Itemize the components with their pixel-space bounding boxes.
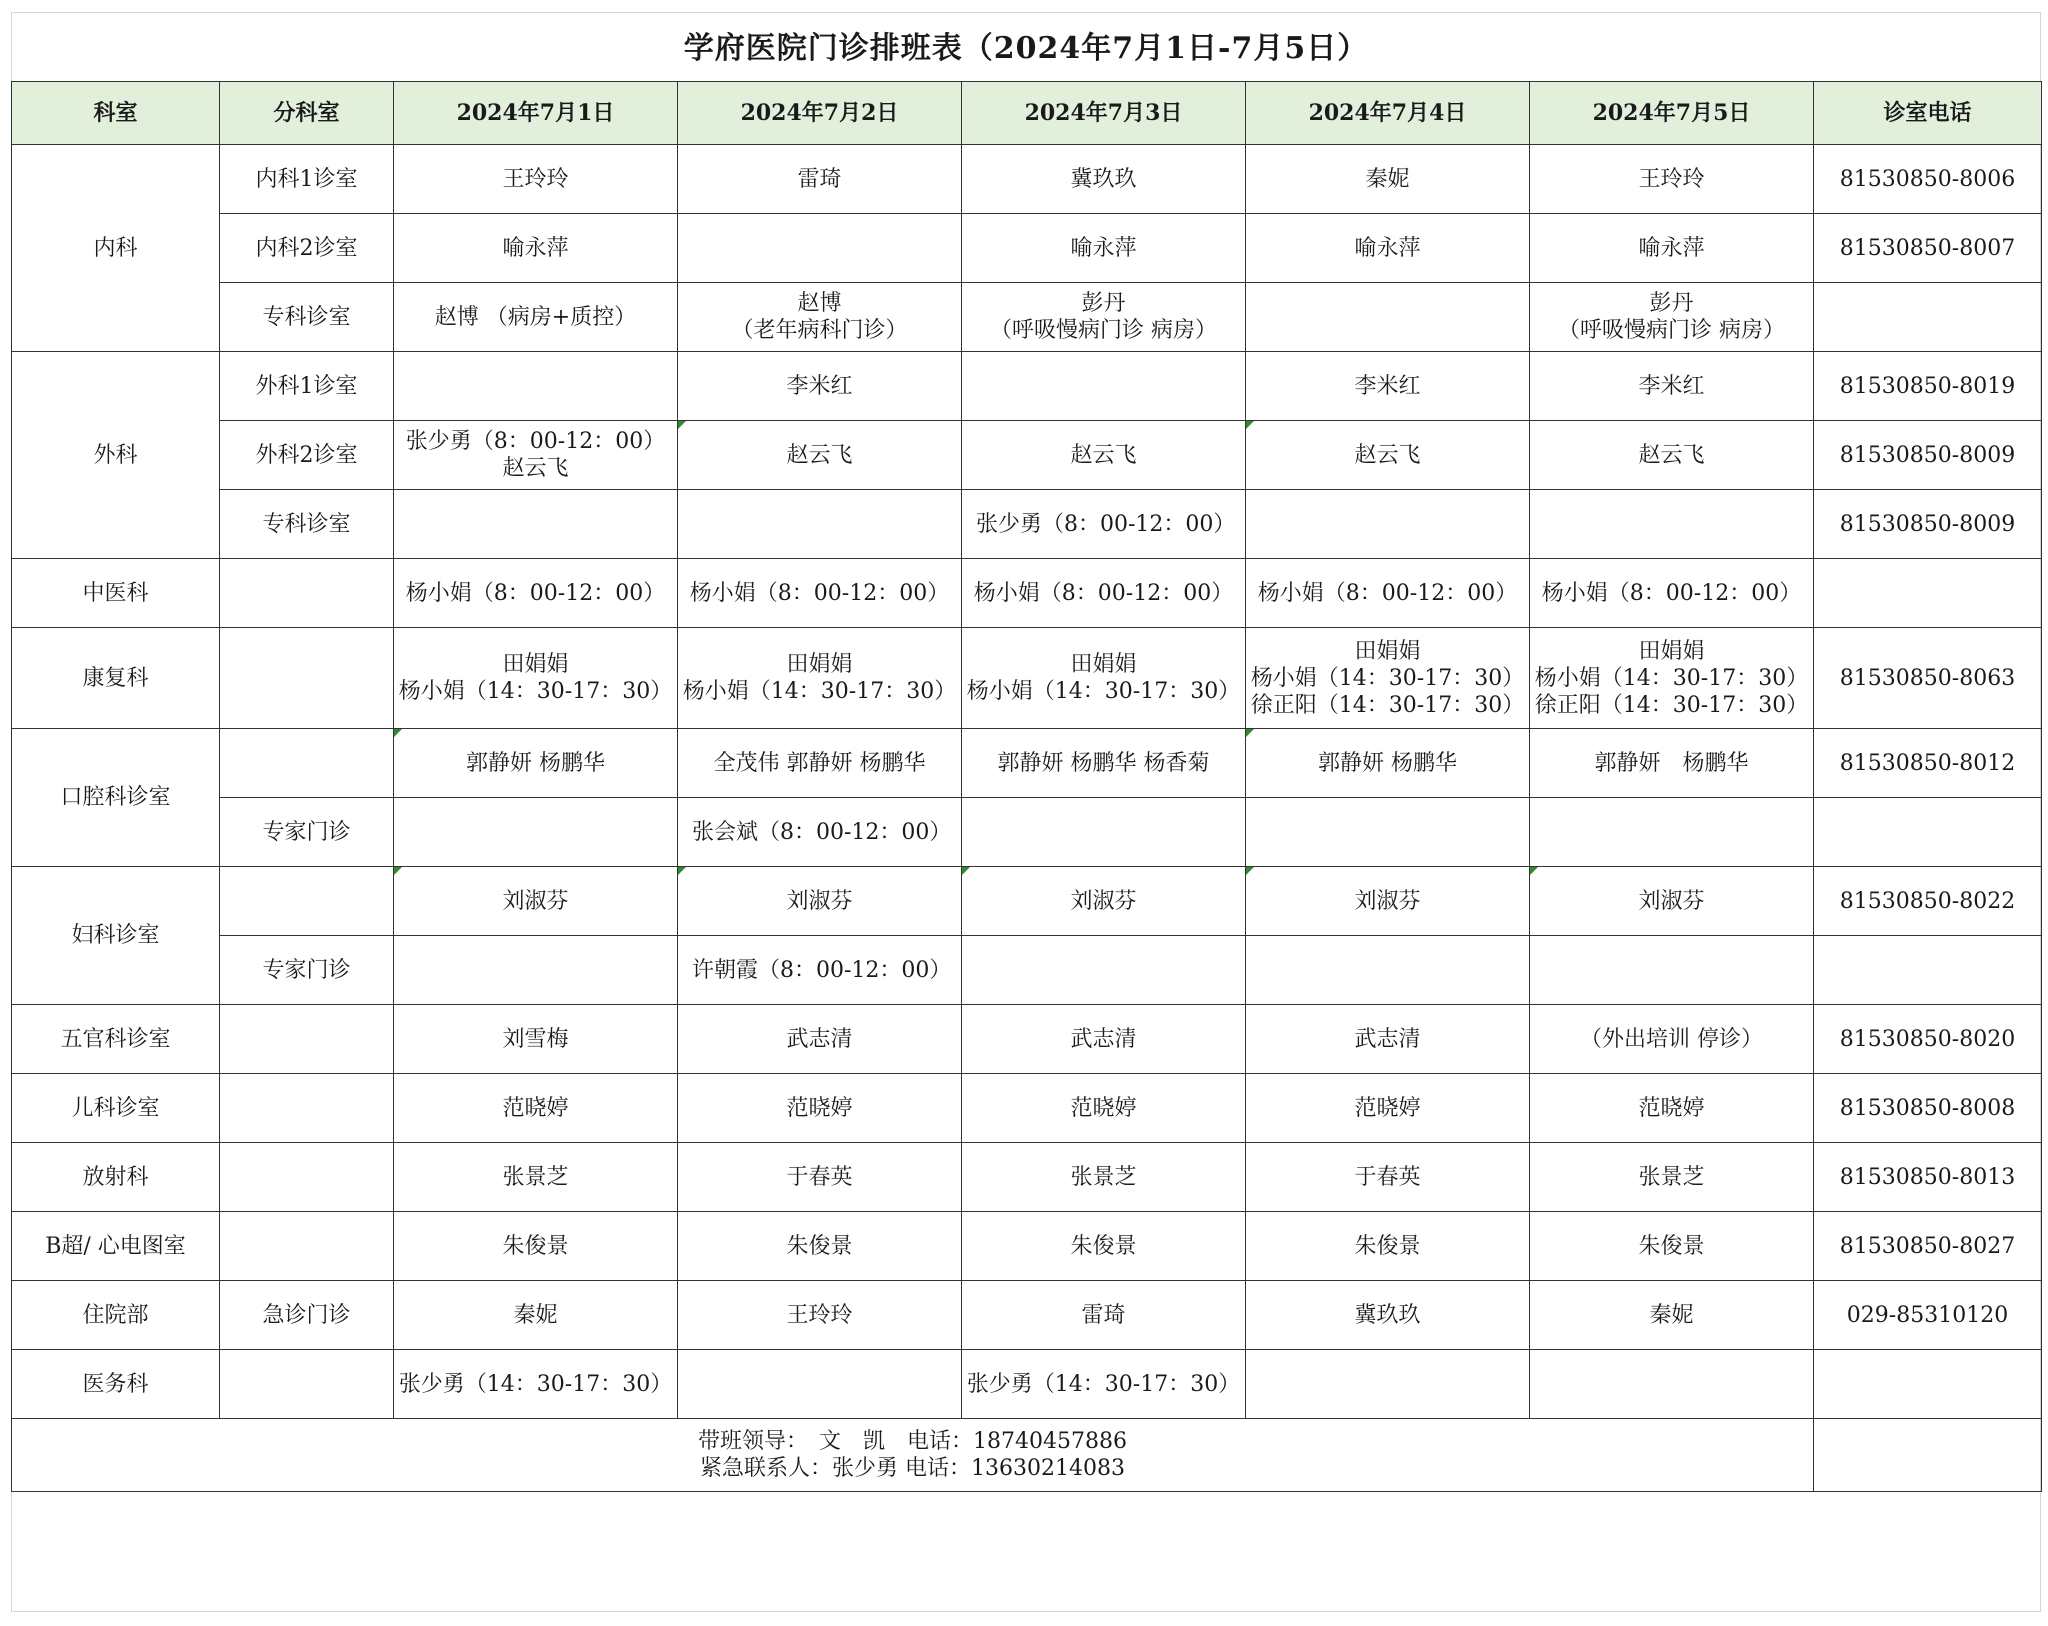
duty-leader: 带班领导： 文 凯 电话：18740457886	[698, 1429, 1127, 1454]
subdept-cell: 外科1诊室	[220, 352, 394, 421]
schedule-cell: 郭静妍 杨鹏华	[394, 729, 678, 798]
header-dept: 科室	[12, 82, 220, 145]
schedule-cell	[394, 352, 678, 421]
schedule-cell: 李米红	[1530, 352, 1814, 421]
schedule-cell	[394, 798, 678, 867]
schedule-cell: 赵云飞	[1530, 421, 1814, 490]
dept-cell: 妇科诊室	[12, 867, 220, 1005]
dept-cell: 外科	[12, 352, 220, 559]
phone-cell: 81530850-8006	[1814, 145, 2042, 214]
schedule-cell: 武志清	[962, 1005, 1246, 1074]
phone-cell	[1814, 1350, 2042, 1419]
header-row	[12, 82, 2042, 145]
phone-cell: 81530850-8027	[1814, 1212, 2042, 1281]
schedule-cell: 张景芝	[394, 1143, 678, 1212]
schedule-cell: 刘淑芬	[962, 867, 1246, 936]
schedule-cell: 赵云飞	[678, 421, 962, 490]
phone-cell: 81530850-8013	[1814, 1143, 2042, 1212]
subdept-cell	[220, 628, 394, 729]
cell-line: 田娟娟	[1070, 652, 1137, 677]
table-row	[12, 1350, 2042, 1419]
schedule-cell: 范晓婷	[1530, 1074, 1814, 1143]
phone-cell: 81530850-8022	[1814, 867, 2042, 936]
schedule-cell	[1530, 798, 1814, 867]
schedule-cell: 秦妮	[1530, 1281, 1814, 1350]
schedule-cell: 秦妮	[1246, 145, 1530, 214]
schedule-cell	[962, 798, 1246, 867]
schedule-cell: 冀玖玖	[962, 145, 1246, 214]
phone-cell	[1814, 283, 2042, 352]
emergency-contact: 紧急联系人：张少勇 电话：13630214083	[700, 1456, 1125, 1481]
schedule-cell: 杨小娟（8：00-12：00）	[394, 559, 678, 628]
cell-line: （呼吸慢病门诊 病房）	[990, 318, 1217, 343]
phone-cell: 81530850-8009	[1814, 421, 2042, 490]
dept-cell: 中医科	[12, 559, 220, 628]
schedule-cell: 武志清	[1246, 1005, 1530, 1074]
schedule-cell: 张会斌（8：00-12：00）	[678, 798, 962, 867]
schedule-cell: 朱俊景	[1530, 1212, 1814, 1281]
schedule-cell	[1246, 936, 1530, 1005]
schedule-cell: 于春英	[1246, 1143, 1530, 1212]
cell-line: 杨小娟（14：30-17：30）	[398, 679, 673, 704]
cell-line: 杨小娟（14：30-17：30）	[1250, 665, 1525, 691]
schedule-cell: 王玲玲	[394, 145, 678, 214]
subdept-cell	[220, 1143, 394, 1212]
schedule-cell	[1246, 798, 1530, 867]
schedule-cell	[678, 628, 962, 729]
dept-cell: 住院部	[12, 1281, 220, 1350]
schedule-cell: 杨小娟（8：00-12：00）	[1246, 559, 1530, 628]
subdept-cell: 专家门诊	[220, 936, 394, 1005]
schedule-cell	[678, 1350, 962, 1419]
schedule-cell: 朱俊景	[394, 1212, 678, 1281]
header-phone: 诊室电话	[1814, 82, 2042, 145]
header-day-3: 2024年7月3日	[962, 82, 1246, 145]
subdept-cell	[220, 559, 394, 628]
schedule-cell: 喻永萍	[1246, 214, 1530, 283]
schedule-cell	[394, 421, 678, 490]
schedule-cell: 赵博 （病房+质控）	[394, 283, 678, 352]
table-row	[12, 421, 2042, 490]
table-row	[12, 936, 2042, 1005]
table-row	[12, 867, 2042, 936]
dept-cell: 儿科诊室	[12, 1074, 220, 1143]
schedule-cell: 张少勇（14：30-17：30）	[962, 1350, 1246, 1419]
schedule-cell: 冀玖玖	[1246, 1281, 1530, 1350]
subdept-cell	[220, 1074, 394, 1143]
footer-row	[12, 1419, 2042, 1492]
subdept-cell: 专科诊室	[220, 490, 394, 559]
cell-line: 张少勇（8：00-12：00）	[405, 429, 666, 454]
cell-line: 杨小娟（14：30-17：30）	[1534, 665, 1809, 691]
schedule-cell: 朱俊景	[1246, 1212, 1530, 1281]
schedule-cell	[1530, 1350, 1814, 1419]
schedule-cell: 赵云飞	[962, 421, 1246, 490]
subdept-cell: 外科2诊室	[220, 421, 394, 490]
dept-cell: 康复科	[12, 628, 220, 729]
header-day-2: 2024年7月2日	[678, 82, 962, 145]
schedule-cell: 许朝霞（8：00-12：00）	[678, 936, 962, 1005]
cell-line: 彭丹	[1081, 291, 1126, 316]
schedule-cell	[678, 214, 962, 283]
cell-line: 赵博	[797, 291, 842, 316]
schedule-cell: 杨小娟（8：00-12：00）	[1530, 559, 1814, 628]
schedule-cell: 刘淑芬	[394, 867, 678, 936]
cell-line: 徐正阳（14：30-17：30）	[1250, 692, 1525, 718]
schedule-cell: 范晓婷	[678, 1074, 962, 1143]
schedule-cell	[1530, 936, 1814, 1005]
schedule-cell: 郭静妍 杨鹏华	[1530, 729, 1814, 798]
schedule-cell	[962, 936, 1246, 1005]
cell-line: 田娟娟	[786, 652, 853, 677]
dept-cell: B超/ 心电图室	[12, 1212, 220, 1281]
table-row	[12, 628, 2042, 729]
table-row	[12, 1005, 2042, 1074]
schedule-cell: 武志清	[678, 1005, 962, 1074]
table-row	[12, 352, 2042, 421]
schedule-cell: 喻永萍	[1530, 214, 1814, 283]
schedule-cell	[1530, 628, 1814, 729]
schedule-cell	[1530, 283, 1814, 352]
schedule-cell: 雷琦	[962, 1281, 1246, 1350]
schedule-cell: 王玲玲	[678, 1281, 962, 1350]
table-row	[12, 283, 2042, 352]
schedule-cell: 秦妮	[394, 1281, 678, 1350]
header-day-4: 2024年7月4日	[1246, 82, 1530, 145]
schedule-cell: 喻永萍	[962, 214, 1246, 283]
schedule-cell	[394, 628, 678, 729]
schedule-cell: 郭静妍 杨鹏华 杨香菊	[962, 729, 1246, 798]
contact-info	[12, 1419, 1814, 1492]
phone-cell: 81530850-8020	[1814, 1005, 2042, 1074]
schedule-cell: 张景芝	[1530, 1143, 1814, 1212]
subdept-cell: 急诊门诊	[220, 1281, 394, 1350]
schedule-cell	[1246, 490, 1530, 559]
table-row	[12, 798, 2042, 867]
schedule-cell: 喻永萍	[394, 214, 678, 283]
phone-cell: 81530850-8007	[1814, 214, 2042, 283]
schedule-cell: 王玲玲	[1530, 145, 1814, 214]
phone-cell	[1814, 559, 2042, 628]
schedule-cell: 张景芝	[962, 1143, 1246, 1212]
cell-line: 杨小娟（14：30-17：30）	[682, 679, 957, 704]
table-row	[12, 1212, 2042, 1281]
schedule-cell	[394, 490, 678, 559]
page-title: 学府医院门诊排班表（2024年7月1日-7月5日）	[683, 31, 1369, 66]
schedule-cell	[962, 283, 1246, 352]
dept-cell: 五官科诊室	[12, 1005, 220, 1074]
cell-line: （呼吸慢病门诊 病房）	[1558, 318, 1785, 343]
subdept-cell: 专家门诊	[220, 798, 394, 867]
schedule-cell: 全茂伟 郭静妍 杨鹏华	[678, 729, 962, 798]
table-row	[12, 1143, 2042, 1212]
schedule-cell: 张少勇（8：00-12：00）	[962, 490, 1246, 559]
schedule-cell: 于春英	[678, 1143, 962, 1212]
schedule-cell: 范晓婷	[394, 1074, 678, 1143]
schedule-cell	[678, 283, 962, 352]
schedule-cell: 范晓婷	[962, 1074, 1246, 1143]
schedule-cell	[1246, 1350, 1530, 1419]
dept-cell: 放射科	[12, 1143, 220, 1212]
cell-line: 田娟娟	[1354, 638, 1421, 664]
schedule-cell	[1246, 283, 1530, 352]
cell-line: 杨小娟（14：30-17：30）	[966, 679, 1241, 704]
schedule-cell: 赵云飞	[1246, 421, 1530, 490]
schedule-table	[11, 81, 2042, 1492]
subdept-cell	[220, 1350, 394, 1419]
schedule-cell: 朱俊景	[962, 1212, 1246, 1281]
dept-cell: 口腔科诊室	[12, 729, 220, 867]
schedule-cell: 李米红	[1246, 352, 1530, 421]
schedule-cell: 杨小娟（8：00-12：00）	[678, 559, 962, 628]
schedule-cell	[394, 936, 678, 1005]
schedule-cell: 范晓婷	[1246, 1074, 1530, 1143]
schedule-cell: 朱俊景	[678, 1212, 962, 1281]
cell-line: 赵云飞	[502, 456, 569, 481]
table-row	[12, 214, 2042, 283]
cell-line: （老年病科门诊）	[731, 318, 908, 343]
dept-cell: 医务科	[12, 1350, 220, 1419]
schedule-cell: （外出培训 停诊）	[1530, 1005, 1814, 1074]
subdept-cell	[220, 1005, 394, 1074]
schedule-cell	[1530, 490, 1814, 559]
schedule-cell: 杨小娟（8：00-12：00）	[962, 559, 1246, 628]
table-row	[12, 145, 2042, 214]
phone-cell: 029-85310120	[1814, 1281, 2042, 1350]
phone-cell	[1814, 936, 2042, 1005]
header-day-1: 2024年7月1日	[394, 82, 678, 145]
schedule-cell	[678, 490, 962, 559]
subdept-cell: 专科诊室	[220, 283, 394, 352]
phone-cell: 81530850-8063	[1814, 628, 2042, 729]
subdept-cell: 内科1诊室	[220, 145, 394, 214]
schedule-cell: 张少勇（14：30-17：30）	[394, 1350, 678, 1419]
subdept-cell	[220, 729, 394, 798]
table-row	[12, 490, 2042, 559]
schedule-cell	[962, 628, 1246, 729]
schedule-cell: 刘淑芬	[1530, 867, 1814, 936]
header-subdept: 分科室	[220, 82, 394, 145]
schedule-cell: 刘雪梅	[394, 1005, 678, 1074]
table-row	[12, 559, 2042, 628]
phone-cell: 81530850-8019	[1814, 352, 2042, 421]
schedule-cell: 刘淑芬	[678, 867, 962, 936]
table-row	[12, 729, 2042, 798]
phone-cell: 81530850-8008	[1814, 1074, 2042, 1143]
table-row	[12, 1074, 2042, 1143]
cell-line: 彭丹	[1649, 291, 1694, 316]
schedule-cell: 李米红	[678, 352, 962, 421]
schedule-cell: 郭静妍 杨鹏华	[1246, 729, 1530, 798]
subdept-cell	[220, 1212, 394, 1281]
table-row	[12, 1281, 2042, 1350]
dept-cell: 内科	[12, 145, 220, 352]
subdept-cell	[220, 867, 394, 936]
cell-line: 田娟娟	[502, 652, 569, 677]
subdept-cell: 内科2诊室	[220, 214, 394, 283]
schedule-cell	[962, 352, 1246, 421]
cell-line: 田娟娟	[1638, 638, 1705, 664]
phone-cell	[1814, 798, 2042, 867]
header-day-5: 2024年7月5日	[1530, 82, 1814, 145]
footer-empty-cell	[1814, 1419, 2042, 1492]
phone-cell: 81530850-8009	[1814, 490, 2042, 559]
schedule-cell	[1246, 628, 1530, 729]
schedule-cell: 刘淑芬	[1246, 867, 1530, 936]
schedule-cell: 雷琦	[678, 145, 962, 214]
cell-line: 徐正阳（14：30-17：30）	[1534, 692, 1809, 718]
phone-cell: 81530850-8012	[1814, 729, 2042, 798]
